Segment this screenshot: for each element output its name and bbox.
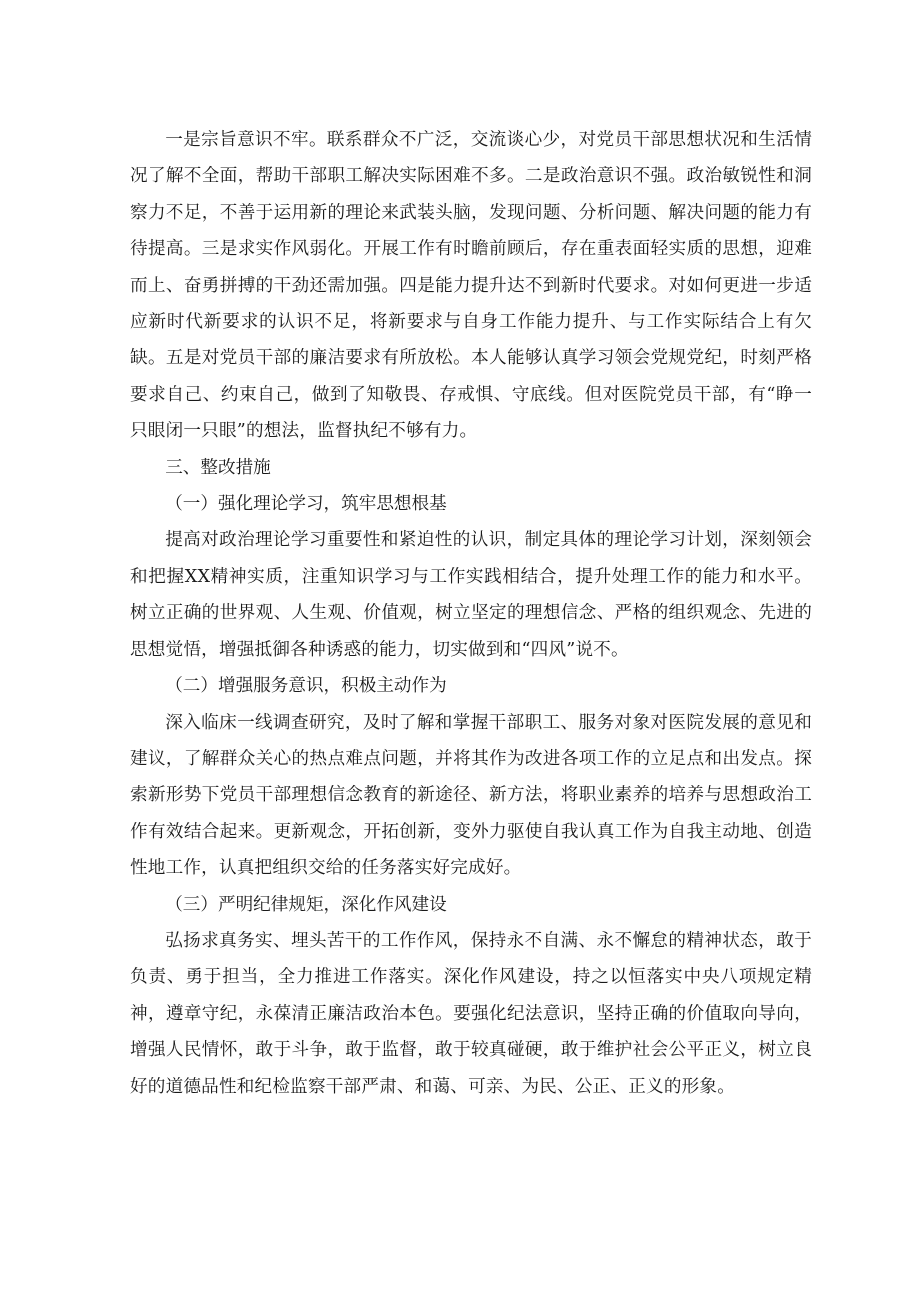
subheading-discipline: （三）严明纪律规矩，深化作风建设 [165,894,447,915]
paragraph-theory-study: 提高对政治理论学习重要性和紧迫性的认识，制定具体的理论学习计划，深刻领会和把握XX精神实质，注重知识学习与工作实践相结合，提升处理工作的能力和水平。树立正确的世界观、人生观、价值观，树立坚定的理想信念、严格的组织观念、先进的思想觉悟，增强抵御各种诱惑的能力，切实做到和“四风”说不。 [130,530,812,660]
paragraph-problems: 一是宗旨意识不牢。联系群众不广泛，交流谈心少，对党员干部思想状况和生活情况了解不全面，帮助干部职工解决实际困难不多。二是政治意识不强。政治敏锐性和洞察力不足，不善于运用新的理论来武装头脑，发现问题、分析问题、解决问题的能力有待提高。三是求实作风弱化。开展工作有时瞻前顾后，存在重表面轻实质的思想，迎难而上、奋勇拼搏的干劲还需加强。四是能力提升达不到新时代要求。对如何更进一步适应新时代新要求的认识不足，将新要求与自身工作能力提升、与工作实际结合上有欠缺。五是对党员干部的廉洁要求有所放松。本人能够认真学习领会党规党纪，时刻严格要求自己、约束自己，做到了知敬畏、存戒惧、守底线。但对医院党员干部，有“睁一只眼闭一只眼”的想法，监督执纪不够有力。 [130,130,812,442]
section-heading-rectification: 三、整改措施 [165,457,271,478]
subheading-theory-study: （一）强化理论学习，筑牢思想根基 [165,494,447,515]
paragraph-service-awareness: 深入临床一线调查研究，及时了解和掌握干部职工、服务对象对医院发展的意见和建议，了解群众关心的热点难点问题，并将其作为改进各项工作的立足点和出发点。探索新形势下党员干部理想信念教育的新途径、新方法，将职业素养的培养与思想政治工作有效结合起来。更新观念，开拓创新，变外力驱使自我认真工作为自我主动地、创造性地工作，认真把组织交给的任务落实好完成好。 [130,712,812,879]
document-body [130,122,812,1105]
subheading-service-awareness: （二）增强服务意识，积极主动作为 [165,676,447,697]
paragraph-discipline: 弘扬求真务实、埋头苦干的工作作风，保持永不自满、永不懈怠的精神状态，敢于负责、勇于担当，全力推进工作落实。深化作风建设，持之以恒落实中央八项规定精神，遵章守纪，永葆清正廉洁政治本色。要强化纪法意识，坚持正确的价值取向导向，增强人民情怀，敢于斗争，敢于监督，敢于较真碰硬，敢于维护社会公平正义，树立良好的道德品性和纪检监察干部严肃、和蔼、可亲、为民、公正、正义的形象。 [130,930,812,1097]
